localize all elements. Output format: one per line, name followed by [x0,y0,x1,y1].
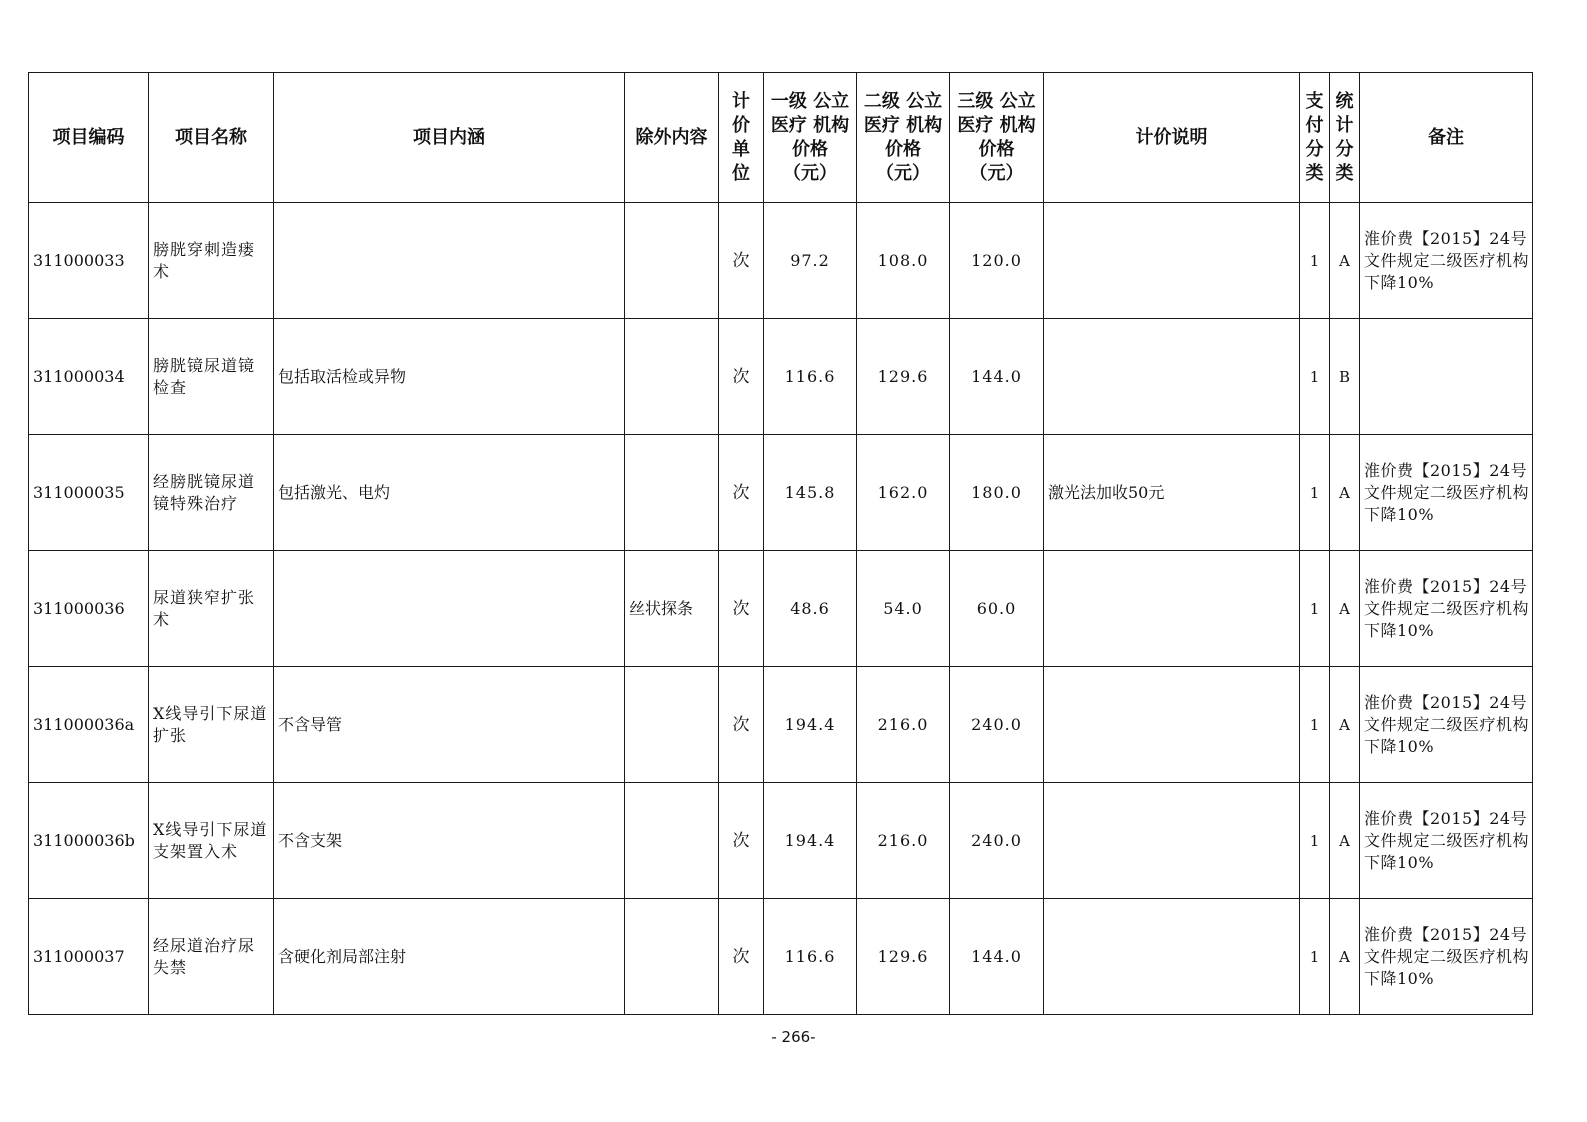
table-row [29,203,1533,319]
cell-exclusion: 丝状探条 [625,551,719,667]
cell-payment: 1 [1300,899,1330,1015]
cell-unit: 次 [719,551,764,667]
cell-price-level3: 240.0 [950,667,1044,783]
cell-exclusion [625,783,719,899]
cell-name: X线导引下尿道支架置入术 [149,783,274,899]
cell-pricing-note [1044,319,1300,435]
cell-unit: 次 [719,667,764,783]
header-remark: 备注 [1360,73,1533,203]
cell-price-level3: 120.0 [950,203,1044,319]
cell-price-level1: 194.4 [764,667,857,783]
cell-code: 311000035 [29,435,149,551]
header-code: 项目编码 [29,73,149,203]
cell-unit: 次 [719,319,764,435]
header-statistics: 统计分类 [1335,90,1354,184]
table-row [29,783,1533,899]
price-schedule-page [28,72,1532,1015]
cell-price-level3: 180.0 [950,435,1044,551]
cell-price-level1: 97.2 [764,203,857,319]
cell-price-level2: 129.6 [857,899,950,1015]
cell-exclusion [625,667,719,783]
cell-remark: 淮价费【2015】24号文件规定二级医疗机构下降10% [1360,783,1533,899]
cell-statistics: A [1330,551,1360,667]
cell-pricing-note [1044,667,1300,783]
cell-remark: 淮价费【2015】24号文件规定二级医疗机构下降10% [1360,551,1533,667]
cell-price-level2: 162.0 [857,435,950,551]
header-price-level2: 二级 公立医疗 机构 价格 （元） [857,73,950,203]
cell-statistics: A [1330,667,1360,783]
cell-name: 经膀胱镜尿道镜特殊治疗 [149,435,274,551]
header-payment-cell [1300,73,1330,203]
cell-price-level2: 216.0 [857,667,950,783]
cell-payment: 1 [1300,319,1330,435]
table-row [29,667,1533,783]
cell-price-level1: 116.6 [764,899,857,1015]
cell-name: 膀胱镜尿道镜检查 [149,319,274,435]
cell-price-level3: 144.0 [950,899,1044,1015]
cell-pricing-note: 激光法加收50元 [1044,435,1300,551]
cell-pricing-note [1044,783,1300,899]
cell-exclusion [625,319,719,435]
cell-content: 包括取活检或异物 [274,319,625,435]
header-pricing-note: 计价说明 [1044,73,1300,203]
price-table [28,72,1533,1015]
cell-unit: 次 [719,899,764,1015]
cell-code: 311000036a [29,667,149,783]
table-row [29,319,1533,435]
table-row [29,551,1533,667]
cell-price-level2: 54.0 [857,551,950,667]
header-name: 项目名称 [149,73,274,203]
cell-content: 含硬化剂局部注射 [274,899,625,1015]
cell-statistics: A [1330,435,1360,551]
cell-pricing-note [1044,203,1300,319]
cell-price-level3: 60.0 [950,551,1044,667]
cell-code: 311000037 [29,899,149,1015]
cell-payment: 1 [1300,667,1330,783]
cell-code: 311000036b [29,783,149,899]
cell-name: 尿道狭窄扩张术 [149,551,274,667]
cell-content: 不含导管 [274,667,625,783]
cell-unit: 次 [719,203,764,319]
cell-price-level3: 240.0 [950,783,1044,899]
cell-price-level2: 216.0 [857,783,950,899]
header-unit-cell [719,73,764,203]
header-content: 项目内涵 [274,73,625,203]
cell-price-level1: 116.6 [764,319,857,435]
cell-unit: 次 [719,435,764,551]
cell-price-level1: 145.8 [764,435,857,551]
page-number: - 266- [771,1028,816,1046]
cell-name: X线导引下尿道扩张 [149,667,274,783]
cell-exclusion [625,435,719,551]
cell-remark: 淮价费【2015】24号文件规定二级医疗机构下降10% [1360,667,1533,783]
cell-payment: 1 [1300,435,1330,551]
cell-statistics: A [1330,783,1360,899]
cell-remark [1360,319,1533,435]
cell-statistics: A [1330,203,1360,319]
cell-remark: 淮价费【2015】24号文件规定二级医疗机构下降10% [1360,899,1533,1015]
cell-exclusion [625,899,719,1015]
cell-pricing-note [1044,551,1300,667]
header-statistics-cell [1330,73,1360,203]
cell-payment: 1 [1300,551,1330,667]
cell-content [274,551,625,667]
cell-pricing-note [1044,899,1300,1015]
cell-content: 包括激光、电灼 [274,435,625,551]
header-price-level1: 一级 公立医疗 机构 价格 （元） [764,73,857,203]
header-price-level3: 三级 公立医疗 机构 价格 （元） [950,73,1044,203]
cell-code: 311000036 [29,551,149,667]
cell-payment: 1 [1300,203,1330,319]
cell-code: 311000033 [29,203,149,319]
cell-price-level1: 48.6 [764,551,857,667]
cell-remark: 淮价费【2015】24号文件规定二级医疗机构下降10% [1360,435,1533,551]
cell-content: 不含支架 [274,783,625,899]
cell-exclusion [625,203,719,319]
cell-payment: 1 [1300,783,1330,899]
cell-price-level1: 194.4 [764,783,857,899]
cell-price-level2: 108.0 [857,203,950,319]
header-payment: 支付分类 [1305,90,1324,184]
cell-statistics: B [1330,319,1360,435]
table-row [29,435,1533,551]
table-header-row [29,73,1533,203]
cell-name: 经尿道治疗尿失禁 [149,899,274,1015]
cell-unit: 次 [719,783,764,899]
cell-code: 311000034 [29,319,149,435]
cell-content [274,203,625,319]
header-unit: 计价单位 [732,90,750,184]
cell-name: 膀胱穿刺造瘘术 [149,203,274,319]
header-exclusion: 除外内容 [625,73,719,203]
table-row [29,899,1533,1015]
cell-remark: 淮价费【2015】24号文件规定二级医疗机构下降10% [1360,203,1533,319]
cell-price-level2: 129.6 [857,319,950,435]
cell-statistics: A [1330,899,1360,1015]
cell-price-level3: 144.0 [950,319,1044,435]
